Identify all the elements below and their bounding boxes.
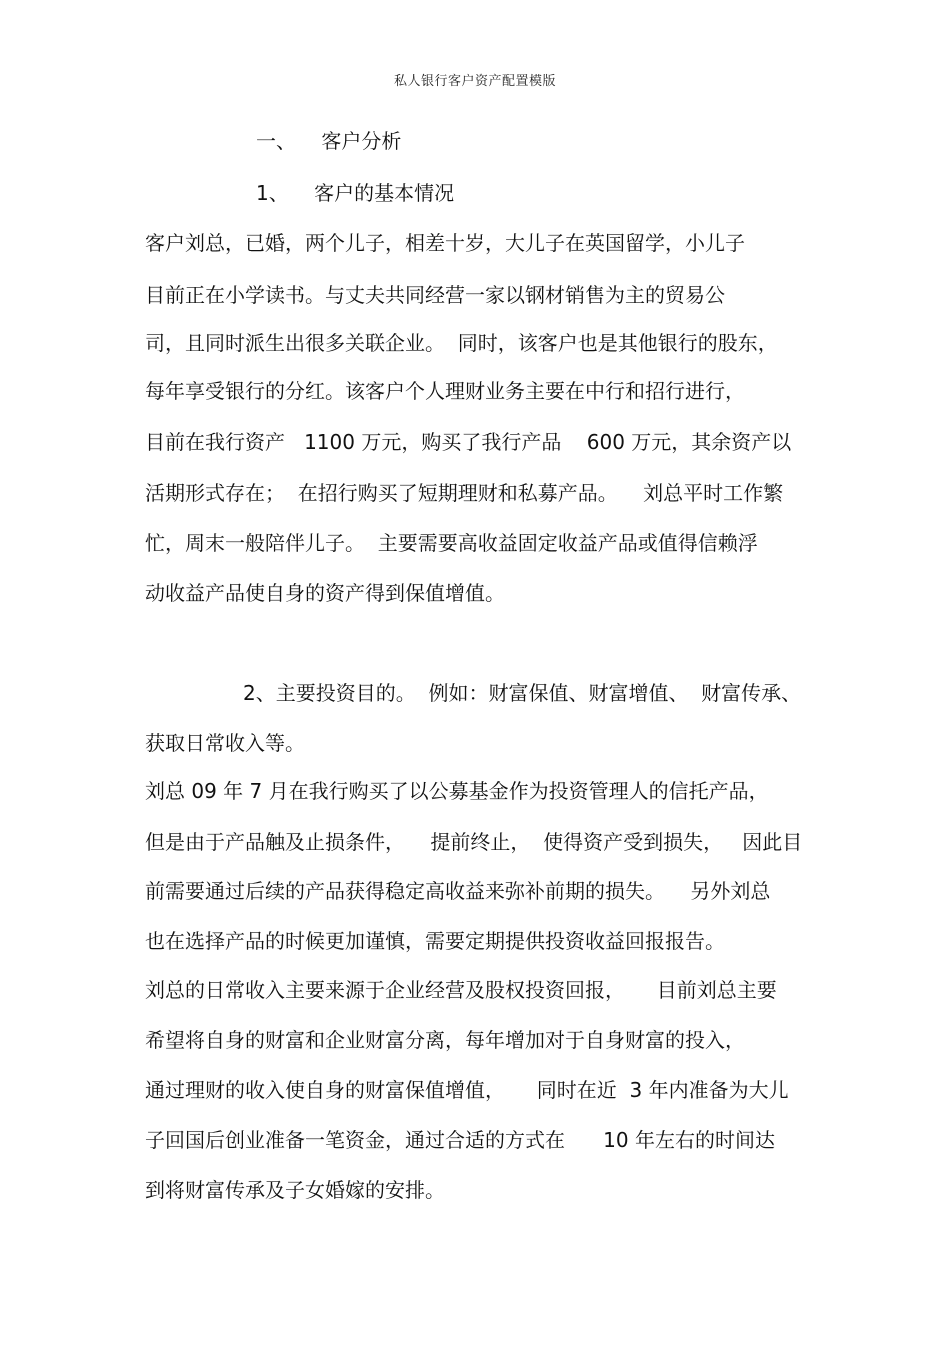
paragraph-line: 希望将自身的财富和企业财富分离，每年增加对于自身财富的投入， (145, 1028, 745, 1052)
paragraph-line: 司，且同时派生出很多关联企业。 同时，该客户也是其他银行的股东， (145, 331, 778, 355)
subsection-heading-continued: 获取日常收入等。 (145, 731, 305, 755)
subsection-heading: 1、 客户的基本情况 (256, 181, 455, 205)
paragraph-line: 活期形式存在； 在招行购买了短期理财和私募产品。 刘总平时工作繁 (145, 481, 784, 505)
paragraph-line: 也在选择产品的时候更加谨慎，需要定期提供投资收益回报报告。 (145, 929, 725, 953)
paragraph-line: 通过理财的收入使自身的财富保值增值， 同时在近 3 年内准备为大儿 (145, 1078, 789, 1102)
paragraph-line: 每年享受银行的分红。该客户个人理财业务主要在中行和招行进行， (145, 379, 745, 403)
paragraph-line: 忙，周末一般陪伴儿子。 主要需要高收益固定收益产品或值得信赖浮 (145, 531, 758, 555)
paragraph-line: 客户刘总，已婚，两个儿子，相差十岁，大儿子在英国留学，小儿子 (145, 231, 745, 255)
paragraph-line: 刘总 09 年 7 月在我行购买了以公募基金作为投资管理人的信托产品， (145, 779, 769, 803)
paragraph-line: 前需要通过后续的产品获得稳定高收益来弥补前期的损失。 另外刘总 (145, 879, 771, 903)
paragraph-line: 但是由于产品触及止损条件， 提前终止， 使得资产受到损失， 因此目 (145, 830, 803, 854)
subsection-heading: 2、主要投资目的。 例如：财富保值、财富增值、 财富传承、 (243, 681, 802, 705)
paragraph-line: 刘总的日常收入主要来源于企业经营及股权投资回报， 目前刘总主要 (145, 978, 777, 1002)
page-header-title: 私人银行客户资产配置模版 (393, 74, 556, 89)
paragraph-line: 子回国后创业准备一笔资金，通过合适的方式在 10 年左右的时间达 (145, 1128, 775, 1152)
section-heading: 一、 客户分析 (256, 129, 402, 153)
paragraph-line: 到将财富传承及子女婚嫁的安排。 (145, 1178, 445, 1202)
paragraph-line: 动收益产品使自身的资产得到保值增值。 (145, 581, 505, 605)
paragraph-line: 目前在我行资产 1100 万元，购买了我行产品 600 万元，其余资产以 (145, 430, 792, 454)
paragraph-line: 目前正在小学读书。与丈夫共同经营一家以钢材销售为主的贸易公 (145, 283, 725, 307)
